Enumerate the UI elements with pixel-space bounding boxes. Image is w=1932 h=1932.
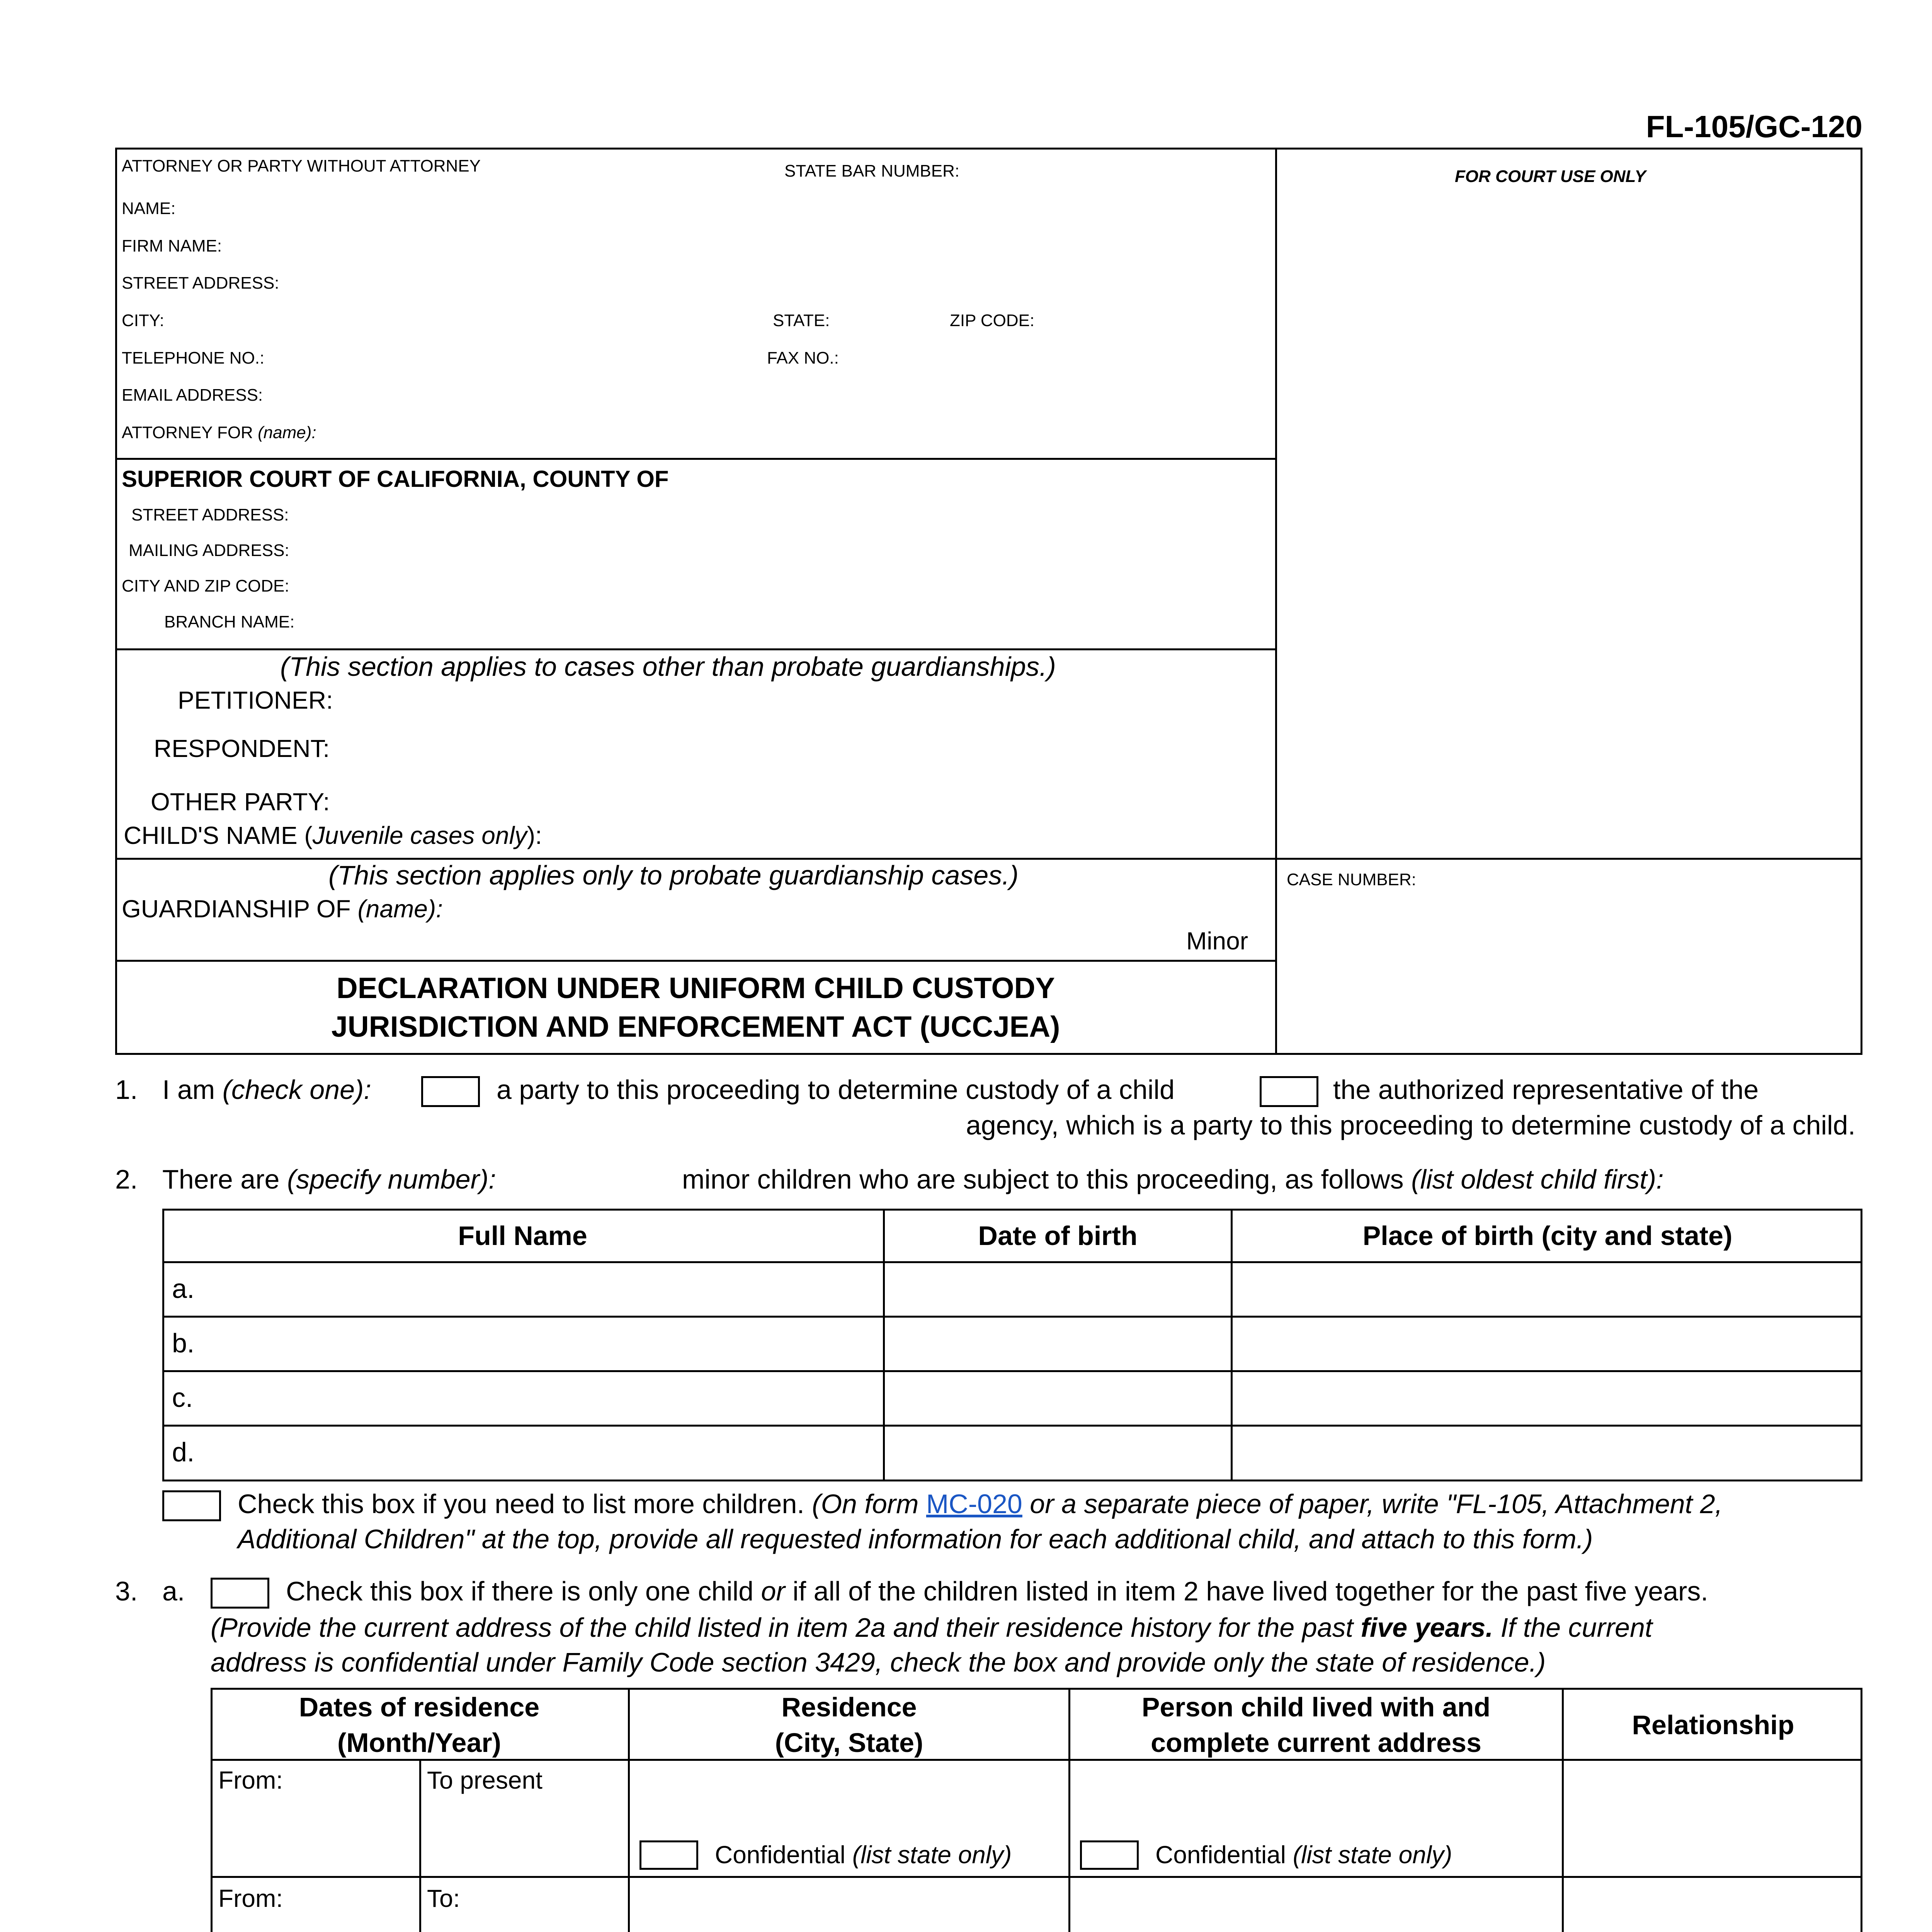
residence-table-from-to-divider <box>419 1760 421 1932</box>
city-label: CITY: <box>122 311 165 330</box>
name-label: NAME: <box>122 199 176 218</box>
residence-header-residence-line2: (City, State) <box>775 1728 923 1758</box>
item1-agency-option-line1: the authorized representative of the <box>1333 1075 1759 1105</box>
children-table-row-line-2 <box>162 1370 1862 1372</box>
caption-title-line1: DECLARATION UNDER UNIFORM CHILD CUSTODY <box>336 972 1055 1005</box>
children-header-dob: Date of birth <box>978 1221 1138 1251</box>
more-children-line2: Additional Children" at the top, provide all requested information for each additional child, and attach to this form.) <box>238 1524 1593 1554</box>
item3a-label: a. <box>162 1576 185 1606</box>
telephone-label: TELEPHONE NO.: <box>122 349 265 367</box>
court-city-zip-label: CITY AND ZIP CODE: <box>122 577 289 595</box>
residence-header-person-line1: Person child lived with and <box>1141 1692 1491 1722</box>
residence-confidential-checkbox[interactable] <box>639 1840 698 1870</box>
email-label: EMAIL ADDRESS: <box>122 386 263 405</box>
residence-row2-to: To: <box>427 1884 460 1912</box>
residence-table-row-line-1 <box>211 1876 1862 1878</box>
more-children-checkbox[interactable] <box>162 1490 221 1521</box>
caption-title <box>115 969 1276 1046</box>
children-row-d: d. <box>172 1437 195 1467</box>
court-street-label: STREET ADDRESS: <box>131 505 289 524</box>
item2-text: minor children who are subject to this proceeding, as follows (list oldest child first): <box>682 1164 1664 1194</box>
item3a-note-line2: address is confidential under Family Code section 3429, check the box and provide only the state of residence.) <box>211 1647 1546 1677</box>
item1-party-option: a party to this proceeding to determine custody of a child <box>497 1075 1175 1105</box>
item3a-note-line1: (Provide the current address of the child listed in item 2a and their residence history for the past five years. If the current <box>211 1612 1653 1643</box>
item2-lead: There are (specify number): <box>162 1164 496 1194</box>
children-table-header-line <box>162 1261 1862 1263</box>
mc-020-link[interactable]: MC-020 <box>926 1489 1022 1519</box>
item1-lead: I am (check one): <box>162 1075 371 1105</box>
children-row-a: a. <box>172 1274 195 1304</box>
caption-divider <box>1275 148 1277 1055</box>
state-bar-label: STATE BAR NUMBER: <box>784 162 960 180</box>
case-number-label: CASE NUMBER: <box>1287 870 1416 889</box>
children-header-place: Place of birth (city and state) <box>1362 1221 1733 1251</box>
item1-agency-option-line2: agency, which is a party to this proceeding to determine custody of a child. <box>966 1110 1855 1140</box>
residence-row1-from: From: <box>218 1766 283 1794</box>
court-branch-label: BRANCH NAME: <box>164 612 295 631</box>
more-children-line1: Check this box if you need to list more children. (On form MC-020 or a separate piece of paper, write "FL-105, Attachment 2, <box>238 1489 1723 1519</box>
residence-row1-to-present: To present <box>427 1766 543 1794</box>
form-number: FL-105/GC-120 <box>1646 109 1862 144</box>
item1-number: 1. <box>115 1075 138 1105</box>
children-row-b: b. <box>172 1328 195 1358</box>
residence-header-residence <box>630 1689 1068 1760</box>
item3a-checkbox[interactable] <box>211 1578 269 1609</box>
item3a-text: Check this box if there is only one child or if all of the children listed in item 2 have lived together for the past five years. <box>286 1576 1708 1606</box>
probate-note: (This section applies only to probate guardianship cases.) <box>328 860 1019 890</box>
court-title: SUPERIOR COURT OF CALIFORNIA, COUNTY OF <box>122 466 669 492</box>
children-table-row-line-1 <box>162 1316 1862 1318</box>
street-address-label: STREET ADDRESS: <box>122 274 279 293</box>
residence-confidential-label: Confidential (list state only) <box>715 1841 1012 1869</box>
fax-label: FAX NO.: <box>767 349 839 367</box>
residence-row2-from: From: <box>218 1884 283 1912</box>
person-confidential-checkbox[interactable] <box>1080 1840 1139 1870</box>
attorney-header: ATTORNEY OR PARTY WITHOUT ATTORNEY <box>122 156 481 175</box>
petitioner-label: PETITIONER: <box>178 686 333 714</box>
residence-header-dates-line1: Dates of residence <box>299 1692 540 1722</box>
firm-name-label: FIRM NAME: <box>122 236 222 255</box>
item1-agency-checkbox[interactable] <box>1260 1076 1318 1107</box>
respondent-label: RESPONDENT: <box>154 735 330 762</box>
for-court-use-label: FOR COURT USE ONLY <box>1455 167 1646 186</box>
residence-header-person <box>1070 1689 1562 1760</box>
residence-header-dates-line2: (Month/Year) <box>337 1728 501 1758</box>
caption-line-title <box>115 960 1276 962</box>
court-mailing-label: MAILING ADDRESS: <box>129 541 289 560</box>
residence-header-dates <box>211 1689 628 1760</box>
zip-label: ZIP CODE: <box>950 311 1035 330</box>
residence-header-person-line2: complete current address <box>1151 1728 1481 1758</box>
caption-line-parties <box>115 648 1276 650</box>
item1-party-checkbox[interactable] <box>421 1076 480 1107</box>
other-party-label: OTHER PARTY: <box>151 788 330 816</box>
state-label: STATE: <box>773 311 830 330</box>
childs-name-label: CHILD'S NAME (Juvenile cases only): <box>124 821 542 849</box>
residence-header-relationship: Relationship <box>1632 1710 1794 1740</box>
children-table-row-line-3 <box>162 1425 1862 1427</box>
caption-title-line2: JURISDICTION AND ENFORCEMENT ACT (UCCJEA) <box>331 1010 1060 1043</box>
caption-line-court <box>115 458 1276 460</box>
minor-label: Minor <box>1186 927 1248 955</box>
item2-number: 2. <box>115 1164 138 1194</box>
nonprobate-note: (This section applies to cases other than probate guardianships.) <box>280 651 1056 682</box>
guardianship-of-label: GUARDIANSHIP OF (name): <box>122 895 443 923</box>
children-header-full-name: Full Name <box>458 1221 587 1251</box>
item3-number: 3. <box>115 1576 138 1606</box>
children-row-c: c. <box>172 1383 193 1413</box>
residence-header-residence-line1: Residence <box>781 1692 917 1722</box>
attorney-for-label: ATTORNEY FOR (name): <box>122 423 316 442</box>
person-confidential-label: Confidential (list state only) <box>1155 1841 1452 1869</box>
